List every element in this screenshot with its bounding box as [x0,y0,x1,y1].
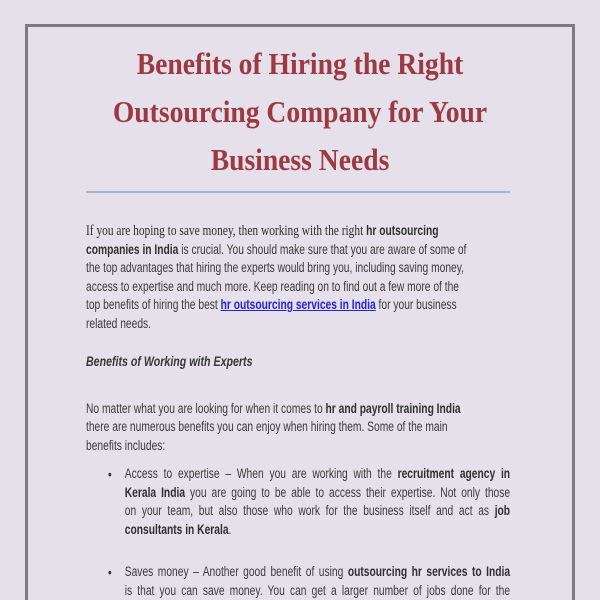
intro-paragraph [86,222,510,333]
text-line [86,278,510,297]
text-line [125,502,510,521]
list-item-saves-money [86,563,510,600]
section-heading: Benefits of Working with Experts [86,353,253,369]
text-run: related needs. [86,315,152,331]
text-run: recruitment agency in [397,466,511,481]
text-run: the top advantages that hiring the experts would bring you, including saving money, [86,260,464,275]
text-run: on your team, but also those who work for the business itself and act as [124,503,495,518]
text-run: top benefits of hiring the best [86,297,221,312]
text-run: If you are hoping to save money, then working with the right [86,223,367,239]
text-run: is crucial. You should make sure that you are aware of some of [178,241,467,257]
bullet-icon: • [108,564,112,580]
text-line [125,521,510,540]
text-run: companies in India [86,241,179,257]
title-divider [86,191,510,193]
list-item-text [125,465,510,539]
text-run: hr outsourcing [366,223,439,238]
link-hr-outsourcing-services[interactable]: hr outsourcing services in India [220,297,376,312]
text-line [125,582,510,600]
bullet-icon: • [108,466,112,482]
text-run: benefits includes: [86,437,166,453]
text-line [86,241,510,260]
benefits-paragraph [86,400,510,456]
text-run: Access to expertise – When you are working with the [124,466,398,481]
text-run: Kerala India [124,484,186,500]
text-line [125,484,510,503]
text-run: outsourcing hr services to India [347,564,511,579]
text-run: access to expertise and much more. Keep reading on to find out a few more of the [86,278,459,294]
text-run: job [494,503,511,518]
text-run: is that you can save money. You can get a larger number of jobs done for the [124,582,511,598]
text-line [86,400,510,419]
list-item-access-to-expertise [86,465,510,539]
list-item-text [125,563,510,600]
text-line [125,563,510,582]
text-line [86,296,510,315]
document-page [25,24,575,600]
text-run: No matter what you are looking for when it comes to [86,400,326,416]
text-line [86,259,510,278]
document-title [110,40,491,184]
text-line [86,222,510,241]
text-line [125,465,510,484]
text-line [86,437,510,456]
text-run: . [228,521,232,537]
title-line: Outsourcing Company for Your [112,94,488,129]
text-run: hr and payroll training India [325,400,461,416]
document-content [28,40,572,600]
text-run: Saves money – Another good benefit of using [124,564,348,579]
text-run: you are going to be able to access their expertise. Not only those [185,484,511,500]
title-line: Business Needs [210,142,390,177]
text-run: for your business [375,297,457,312]
text-run: there are numerous benefits you can enjoy when hiring them. Some of the main [86,419,448,434]
text-line [86,315,510,334]
body-column [86,222,510,600]
title-line: Benefits of Hiring the Right [136,46,464,81]
text-line [86,418,510,437]
text-run: consultants in Kerala [124,521,229,537]
